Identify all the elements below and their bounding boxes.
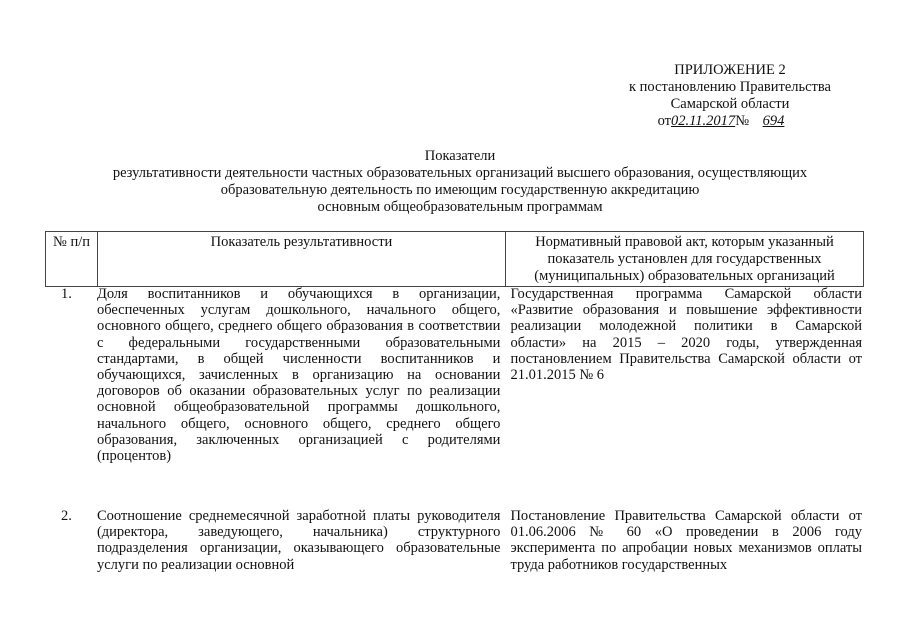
number-sign: № — [735, 113, 750, 129]
number: 694 — [762, 113, 785, 129]
appendix-date-line — [600, 113, 860, 130]
header-indicator: Показатель результативности — [98, 232, 506, 286]
title-line: результативности деятельности частных образовательных организаций высшего образования, осуществляющих — [112, 165, 808, 181]
appendix-line1: к постановлению Правительства — [629, 79, 831, 95]
row-indicator: Соотношение среднемесячной заработной платы руководителя (директора, заведующего, начальника) структурного подразделения организации, оказывающего образовательные услуги по реализации основной — [96, 508, 501, 573]
appendix-block — [600, 62, 860, 130]
row-act: Постановление Правительства Самарской области от 01.06.2006 № 60 «О проведении в 2006 году эксперимента по апробации новых механизмов оплаты труда работников государственных — [510, 508, 862, 573]
header-act: Нормативный правовой акт, которым указанный показатель установлен для государственных (муниципальных) образовательных организаций — [534, 234, 835, 284]
appendix-line2: Самарской области — [670, 96, 790, 112]
appendix-title: ПРИЛОЖЕНИЕ 2 — [674, 62, 786, 78]
title-line: Показатели — [424, 148, 496, 164]
row-number: 2. — [61, 508, 72, 524]
title-line: образовательную деятельность по имеющим государственную аккредитацию — [220, 182, 700, 198]
table-row — [45, 508, 862, 573]
from-label: от — [657, 113, 671, 129]
table-row — [45, 286, 862, 464]
table-header — [45, 231, 864, 287]
header-number: № п/п — [46, 232, 98, 286]
row-indicator: Доля воспитанников и обучающихся в организации, обеспеченных услугам дошкольного, начального общего, основного общего, среднего общего образования в соответствии с федеральными государственными образовательными стандартами, в общей численности воспитанников и обучающихся, зачисленных в организацию на основании договоров об оказании образовательных услуг по реализации основной общеобразовательной программы дошкольного, начального общего, основного общего, среднего общего образования, заключенных организацией с родителями (процентов) — [96, 286, 501, 465]
date: 02.11.2017 — [671, 113, 736, 129]
document-title — [60, 148, 860, 216]
title-line: основным общеобразовательным программам — [317, 199, 603, 215]
row-act: Государственная программа Самарской области «Развитие образования и повышение эффективности реализации молодежной политики в Самарской области» на 2015 – 2020 годы, утвержденная постановлением Правительства Самарской области от 21.01.2015 № 6 — [510, 286, 862, 384]
row-number: 1. — [61, 286, 72, 302]
